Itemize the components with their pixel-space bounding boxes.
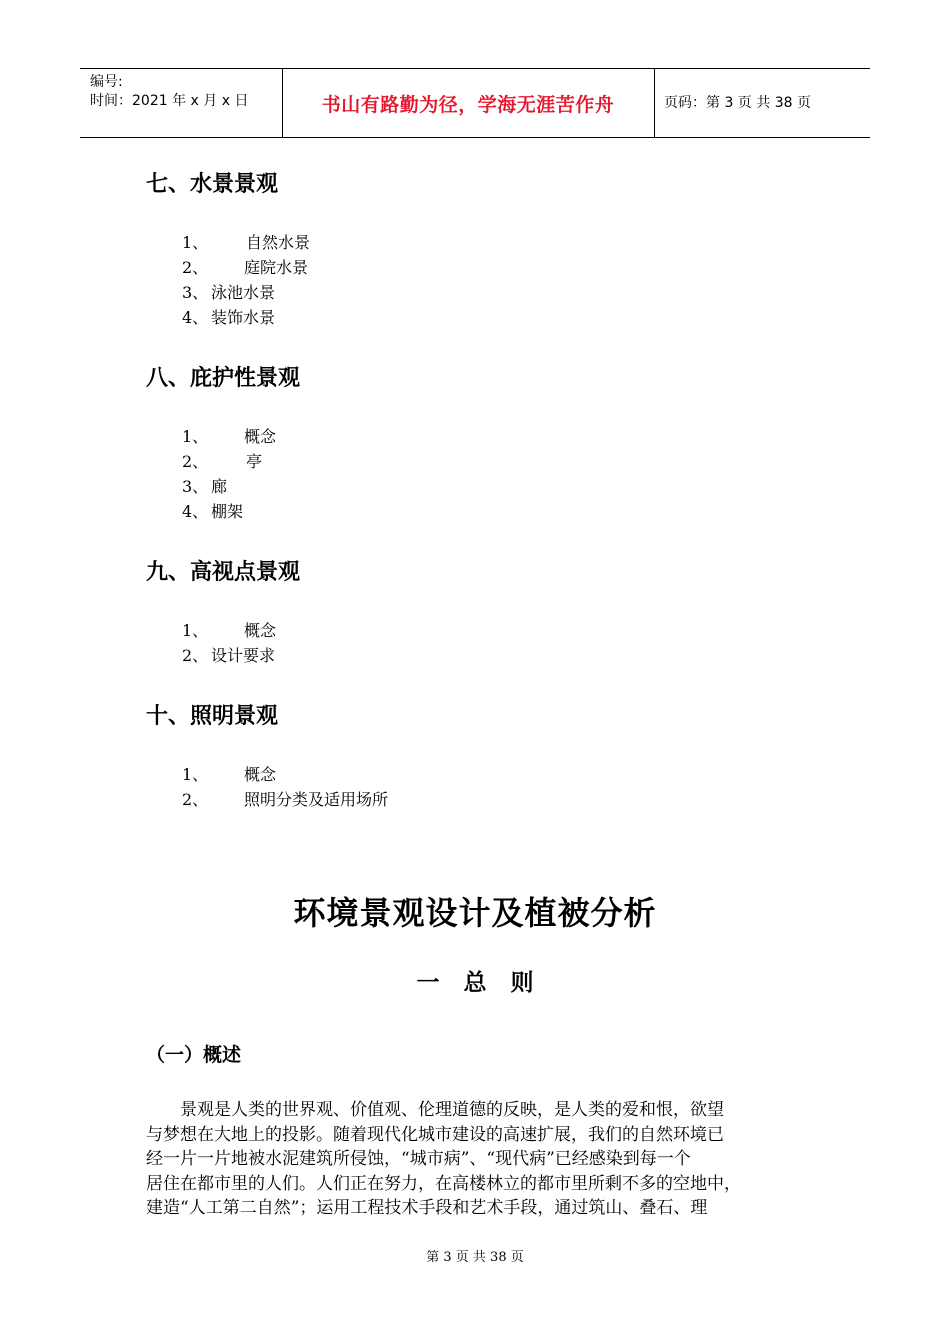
- chapter-number: 一: [416, 970, 440, 996]
- item-text: 泳池水景: [211, 283, 276, 302]
- item-text: 廊: [211, 477, 228, 496]
- paragraph-line: 与梦想在大地上的投影。随着现代化城市建设的高速扩展，我们的自然环境已: [146, 1124, 724, 1145]
- item-text: 棚架: [211, 502, 244, 521]
- item-text: 装饰水景: [211, 308, 276, 327]
- header-page-info: 页码：第 3 页 共 38 页: [664, 95, 811, 111]
- item-text: 概念: [244, 427, 277, 446]
- paragraph-line: 景观是人类的世界观、价值观、伦理道德的反映，是人类的爱和恨，欲望: [146, 1100, 724, 1120]
- subsection-title: （一）概述: [146, 1044, 242, 1066]
- document-number-label: 编号:: [90, 74, 123, 90]
- item-text: 设计要求: [211, 646, 276, 665]
- item-number: 2、: [182, 790, 209, 809]
- section-title-lighting: 十、照明景观: [146, 704, 279, 729]
- header-motto-cell: [282, 69, 655, 137]
- paragraph-line: 居住在都市里的人们。人们正在努力，在高楼林立的都市里所剩不多的空地中，: [146, 1173, 741, 1194]
- item-text: 照明分类及适用场所: [244, 790, 389, 809]
- item-number: 4、: [182, 502, 209, 521]
- item-text: 庭院水景: [244, 258, 309, 277]
- item-number: 1、: [182, 233, 209, 252]
- section-title-viewpoint: 九、高视点景观: [146, 560, 301, 585]
- item-number: 1、: [182, 765, 209, 784]
- paragraph-line: 经一片一片地被水泥建筑所侵蚀，“城市病”、“现代病”已经感染到每一个: [146, 1149, 691, 1169]
- item-number: 3、: [182, 283, 209, 302]
- header-motto: 书山有路勤为径，学海无涯苦作舟: [321, 93, 615, 116]
- item-number: 4、: [182, 308, 209, 327]
- item-number: 2、: [182, 452, 209, 471]
- item-number: 1、: [182, 427, 209, 446]
- item-text: 亭: [246, 452, 263, 471]
- chapter-word-1: 总: [463, 970, 487, 996]
- section-title-shelter: 八、庇护性景观: [146, 366, 301, 391]
- item-text: 概念: [244, 621, 277, 640]
- item-number: 1、: [182, 621, 209, 640]
- item-text: 自然水景: [246, 233, 311, 252]
- paragraph-line: 建造“人工第二自然”；运用工程技术手段和艺术手段，通过筑山、叠石、理: [146, 1198, 708, 1218]
- item-number: 3、: [182, 477, 209, 496]
- item-number: 2、: [182, 258, 209, 277]
- item-text: 概念: [244, 765, 277, 784]
- chapter-word-2: 则: [510, 970, 534, 996]
- page-footer: 第 3 页 共 38 页: [426, 1250, 524, 1265]
- item-number: 2、: [182, 646, 209, 665]
- main-title: 环境景观设计及植被分析: [293, 894, 657, 932]
- document-time-label: 时间：2021 年 x 月 x 日: [90, 93, 249, 109]
- header-meta-cell: [80, 69, 283, 137]
- page-header: [80, 68, 870, 138]
- body-paragraph: [146, 1098, 806, 1221]
- header-page-cell: [654, 69, 870, 137]
- section-title-water: 七、水景景观: [146, 172, 279, 197]
- chapter-heading: [0, 964, 950, 997]
